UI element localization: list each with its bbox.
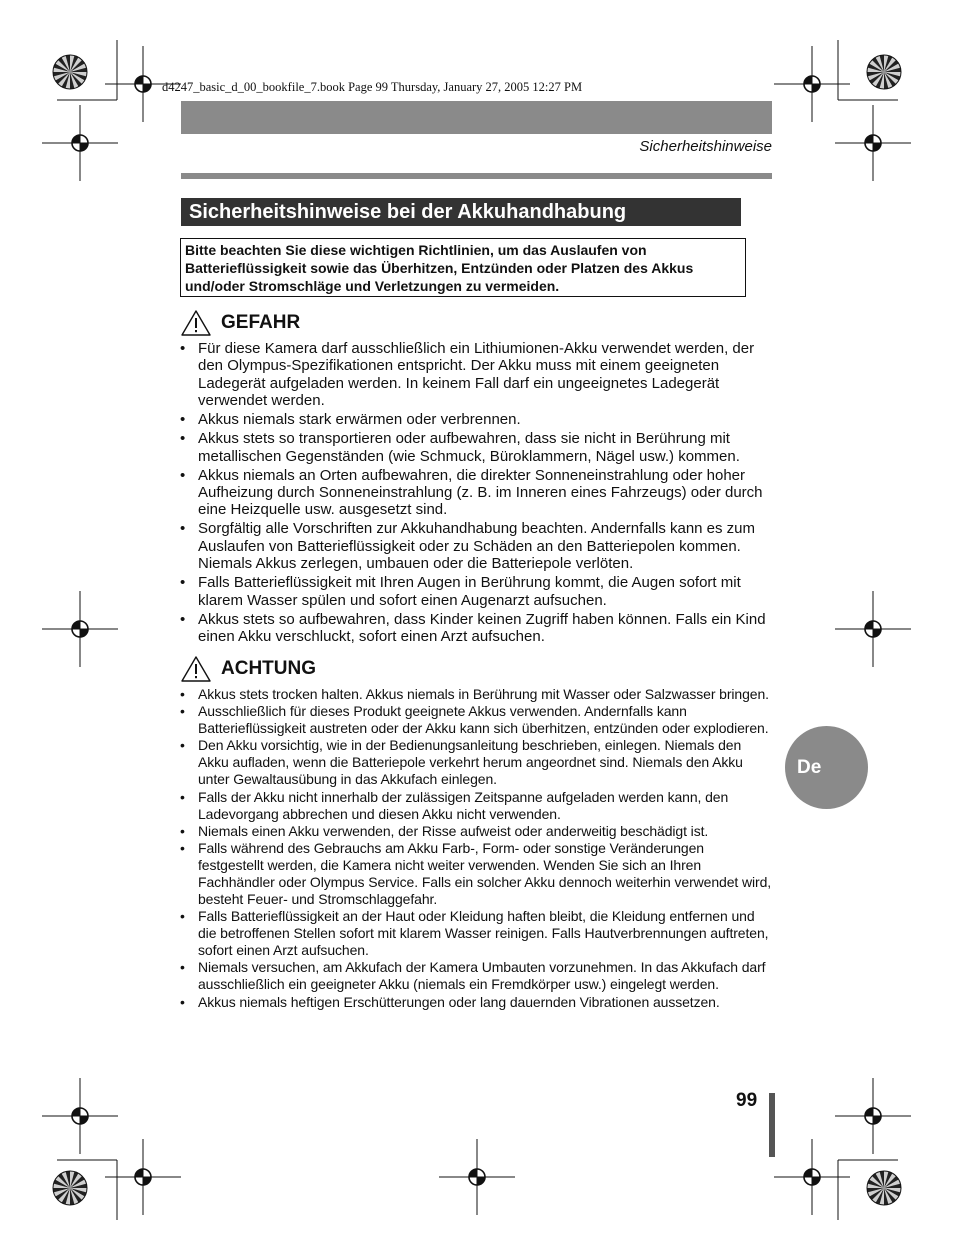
intro-box: Bitte beachten Sie diese wichtigen Richtlinien, um das Auslaufen von Batterieflüssigkeit sowie das Überhitzen, Entzünden oder Platzen des Akkus und/oder Stromschläge und Verletzungen zu vermeiden. bbox=[180, 238, 746, 297]
book-file-line: d4247_basic_d_00_bookfile_7.book Page 99 Thursday, January 27, 2005 12:27 PM bbox=[162, 80, 583, 94]
page-number: 99 bbox=[736, 1090, 758, 1111]
gefahr-item: • Akkus stets so aufbewahren, dass Kinder keinen Zugriff haben können. Falls ein Kind einen Akku verschluckt, sofort einen Arzt aufsuchen. bbox=[180, 611, 772, 646]
running-head: Sicherheitshinweise bbox=[639, 138, 772, 155]
section-title: Sicherheitshinweise bei der Akkuhandhabung bbox=[181, 198, 741, 226]
page-number-bar bbox=[769, 1093, 775, 1157]
header-rule bbox=[181, 173, 772, 179]
color-wheel-icon bbox=[867, 1171, 901, 1205]
registration-mark-icon bbox=[105, 1139, 181, 1215]
achtung-item: • Falls der Akku nicht innerhalb der zulässigen Zeitspanne aufgeladen werden kann, den Ladevorgang abbrechen und diesen Akku nicht verwenden. bbox=[180, 789, 772, 823]
warning-triangle-icon bbox=[181, 656, 211, 682]
registration-mark-icon bbox=[774, 46, 850, 122]
gefahr-item: • Akkus stets so transportieren oder aufbewahren, dass sie nicht in Berührung mit metallischen Gegenständen (wie Schmuck, Büroklammern, Nägel usw.) kommen. bbox=[180, 430, 772, 465]
gefahr-list bbox=[180, 340, 772, 647]
registration-mark-icon bbox=[835, 1078, 911, 1154]
gefahr-item: • Akkus niemals stark erwärmen oder verbrennen. bbox=[180, 411, 772, 428]
achtung-item: • Akkus stets trocken halten. Akkus niemals in Berührung mit Wasser oder Salzwasser bringen. bbox=[180, 686, 772, 703]
achtung-list bbox=[180, 686, 772, 1011]
achtung-item: • Niemals versuchen, am Akkufach der Kamera Umbauten vorzunehmen. In das Akkufach darf ausschließlich ein geeigneter Akku (niemals ein Fremdkörper usw.) eingelegt werden. bbox=[180, 959, 772, 993]
language-tab: De bbox=[785, 726, 868, 809]
gefahr-item: • Akkus niemals an Orten aufbewahren, die direkter Sonneneinstrahlung oder hoher Aufheizung durch Sonneneinstrahlung (z. B. im Inneren eines Fahrzeugs) oder durch eine Heizquelle usw. ausgesetzt sind. bbox=[180, 467, 772, 519]
color-wheel-icon bbox=[53, 1171, 87, 1205]
warning-triangle-icon bbox=[181, 310, 211, 336]
achtung-heading bbox=[181, 656, 316, 682]
gefahr-item: • Für diese Kamera darf ausschließlich ein Lithiumionen-Akku verwendet werden, der den Olympus-Spezifikationen entspricht. Der Akku muss mit einem geeigneten Ladegerät aufgeladen werden. In keinem Fall darf ein ungeeignetes Ladegerät verwendet werden. bbox=[180, 340, 772, 410]
registration-mark-icon bbox=[42, 105, 118, 181]
color-wheel-icon bbox=[867, 55, 901, 89]
achtung-item: • Den Akku vorsichtig, wie in der Bedienungsanleitung beschrieben, einlegen. Niemals den Akku aufladen, wenn die Batteriepole verkehrt herum angeordnet sind. Niemals den Akku unter Gewaltausübung in das Akkufach einlegen. bbox=[180, 737, 772, 788]
gefahr-heading-text: GEFAHR bbox=[221, 312, 301, 333]
achtung-item: • Falls Batterieflüssigkeit an der Haut oder Kleidung haften bleibt, die Kleidung entfernen und die betroffenen Stellen sofort mit klarem Wasser reinigen. Falls Hautverbrennungen auftreten, sofort einen Arzt aufsuchen. bbox=[180, 908, 772, 959]
gefahr-item: • Sorgfältig alle Vorschriften zur Akkuhandhabung beachten. Andernfalls kann es zum Auslaufen von Batterieflüssigkeit oder zu Schäden an den Batteriepolen kommen. Niemals Akkus zerlegen, umbauen oder die Batteriepole verlöten. bbox=[180, 520, 772, 572]
registration-mark-icon bbox=[439, 1139, 515, 1215]
color-wheel-icon bbox=[53, 55, 87, 89]
achtung-item: • Falls während des Gebrauchs am Akku Farb-, Form- oder sonstige Veränderungen festgestellt werden, die Kamera nicht weiter verwenden. Wenden Sie sich an Ihren Fachhändler oder Olympus Service. Falls ein solcher Akku dennoch weiterhin verwendet wird, besteht Feuer- und Stromschlaggefahr. bbox=[180, 840, 772, 908]
registration-mark-icon bbox=[835, 105, 911, 181]
gefahr-heading bbox=[181, 310, 300, 336]
header-bar bbox=[181, 101, 772, 134]
achtung-item: • Niemals einen Akku verwenden, der Risse aufweist oder anderweitig beschädigt ist. bbox=[180, 823, 772, 840]
registration-mark-icon bbox=[774, 1139, 850, 1215]
gefahr-item: • Falls Batterieflüssigkeit mit Ihren Augen in Berührung kommt, die Augen sofort mit klarem Wasser spülen und sofort einen Augenarzt aufsuchen. bbox=[180, 574, 772, 609]
achtung-item: • Akkus niemals heftigen Erschütterungen oder lang dauernden Vibrationen aussetzen. bbox=[180, 994, 772, 1011]
achtung-heading-text: ACHTUNG bbox=[221, 658, 316, 679]
registration-mark-icon bbox=[42, 591, 118, 667]
registration-mark-icon bbox=[835, 591, 911, 667]
achtung-item: • Ausschließlich für dieses Produkt geeignete Akkus verwenden. Andernfalls kann Batterieflüssigkeit austreten oder der Akku kann sich überhitzen, entzünden oder explodieren. bbox=[180, 703, 772, 737]
registration-mark-icon bbox=[42, 1078, 118, 1154]
